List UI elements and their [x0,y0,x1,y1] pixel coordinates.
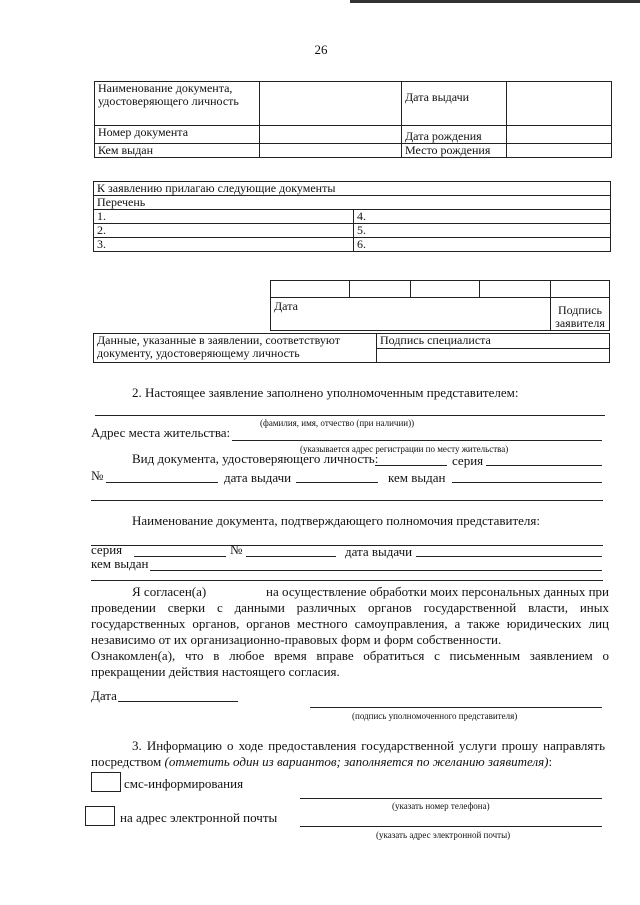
fio-hint: (фамилия, имя, отчество (при наличии)) [260,418,415,428]
number2-line[interactable] [246,556,336,557]
attachments-list-label: Перечень [94,196,611,210]
email-hint: (указать адрес электронной почты) [376,830,511,840]
series-line[interactable] [486,465,602,466]
date-cell-3[interactable] [411,281,480,298]
id-doc-label: Вид документа, удостоверяющего личность: [132,451,379,466]
consent-block [91,584,609,680]
specialist-label: Подпись специалиста [377,334,610,349]
address-label: Адрес места жительства: [91,425,231,440]
phone-hint: (указать номер телефона) [392,801,490,811]
email-option-label: на адрес электронной почты [120,810,278,825]
date-cell-4[interactable] [480,281,551,298]
birth-place-value[interactable] [507,144,612,158]
section3-title-italic: (отметить один из вариантов; заполняется по желанию заявителя) [164,754,549,769]
issue-date-label: Дата выдачи [402,82,507,126]
issued-by-line[interactable] [452,482,602,483]
consent-agree: Я согласен(а) [132,584,207,599]
doc-number-label: Номер документа [95,126,260,144]
attachments-header: К заявлению прилагаю следующие документы [94,182,611,196]
number-label: № [91,468,104,483]
section3-title-text: 3. Информацию о ходе предоставления государственной услуги прошу направлять посредством [91,738,605,769]
applicant-signature-label: Подпись заявителя [551,298,610,331]
address-line[interactable] [232,440,602,441]
issued-by2-line-2[interactable] [91,580,603,581]
issue-date-value[interactable] [507,82,612,126]
section3-title [91,738,605,770]
section2-title: 2. Настоящее заявление заполнено уполномоченным представителем: [132,385,519,400]
id-doc-line[interactable] [375,465,447,466]
doc-name-label: Наименование документа, удостоверяющего личность [95,82,260,126]
email-line[interactable] [300,826,602,827]
number2-label: № [230,542,243,557]
attachment-6[interactable]: 6. [354,238,611,252]
address-hint: (указывается адрес регистрации по месту жительства) [300,444,509,454]
attachment-5[interactable]: 5. [354,224,611,238]
rep-date-line[interactable] [118,701,238,702]
doc-number-value[interactable] [260,126,402,144]
attachment-4[interactable]: 4. [354,210,611,224]
verification-text: Данные, указанные в заявлении, соответствуют документу, удостоверяющему личность [94,334,377,363]
signature-cell-top[interactable] [551,281,610,298]
issued-by-label-rep: кем выдан [388,470,446,485]
attachment-2[interactable]: 2. [94,224,354,238]
date-cell-2[interactable] [350,281,411,298]
series2-label: серия [91,542,123,557]
date-cell-1[interactable] [271,281,350,298]
issue-date-label-rep: дата выдачи [224,470,292,485]
issue-date2-line[interactable] [416,556,602,557]
attachments-table [93,181,611,252]
issued-by-value[interactable] [260,144,402,158]
number-line[interactable] [106,482,218,483]
page-number: 26 [314,42,328,57]
attachment-3[interactable]: 3. [94,238,354,252]
issue-date2-label: дата выдачи [345,544,413,559]
specialist-signature-field[interactable] [377,348,610,363]
identity-table [94,81,612,158]
phone-line[interactable] [300,798,602,799]
birth-place-label: Место рождения [402,144,507,158]
attachment-1[interactable]: 1. [94,210,354,224]
issued-by-label: Кем выдан [95,144,260,158]
issue-date-line[interactable] [296,482,378,483]
consent-first-line [91,584,609,600]
consent-rest: проведении сверки с данными различных органов государственной власти, иных государственных органов, органов местного самоуправления, а также юридических лиц независимо от их организационно-правовых форм и форм собственности. [91,600,609,647]
issued-by2-line[interactable] [150,570,602,571]
sms-option-label: смс-информирования [124,776,244,791]
series-label: серия [452,453,484,468]
rep-date-label: Дата [91,688,117,703]
issued-by2-label: кем выдан [91,556,149,571]
issued-by-line-2[interactable] [91,500,603,501]
top-border-mark [350,0,640,3]
authority-doc-label: Наименование документа, подтверждающего полномочия представителя: [132,513,540,528]
birth-date-label: Дата рождения [402,126,507,144]
consent-purpose: на осуществление обработки моих персональных данных при [266,584,609,599]
rep-signature-line[interactable] [310,707,602,708]
rep-signature-hint: (подпись уполномоченного представителя) [352,711,518,721]
consent-acknowledged: Ознакомлен(а), что в любое время вправе обратиться с письменным заявлением о прекращении действия настоящего согласия. [91,648,609,679]
applicant-signature-table [270,280,610,331]
doc-name-value[interactable] [260,82,402,126]
sms-checkbox[interactable] [91,772,121,792]
birth-date-value[interactable] [507,126,612,144]
section3-title-end: : [548,754,553,769]
email-checkbox[interactable] [85,806,115,826]
fio-line[interactable] [95,415,605,416]
date-label: Дата [271,298,551,331]
verification-table [93,333,610,363]
